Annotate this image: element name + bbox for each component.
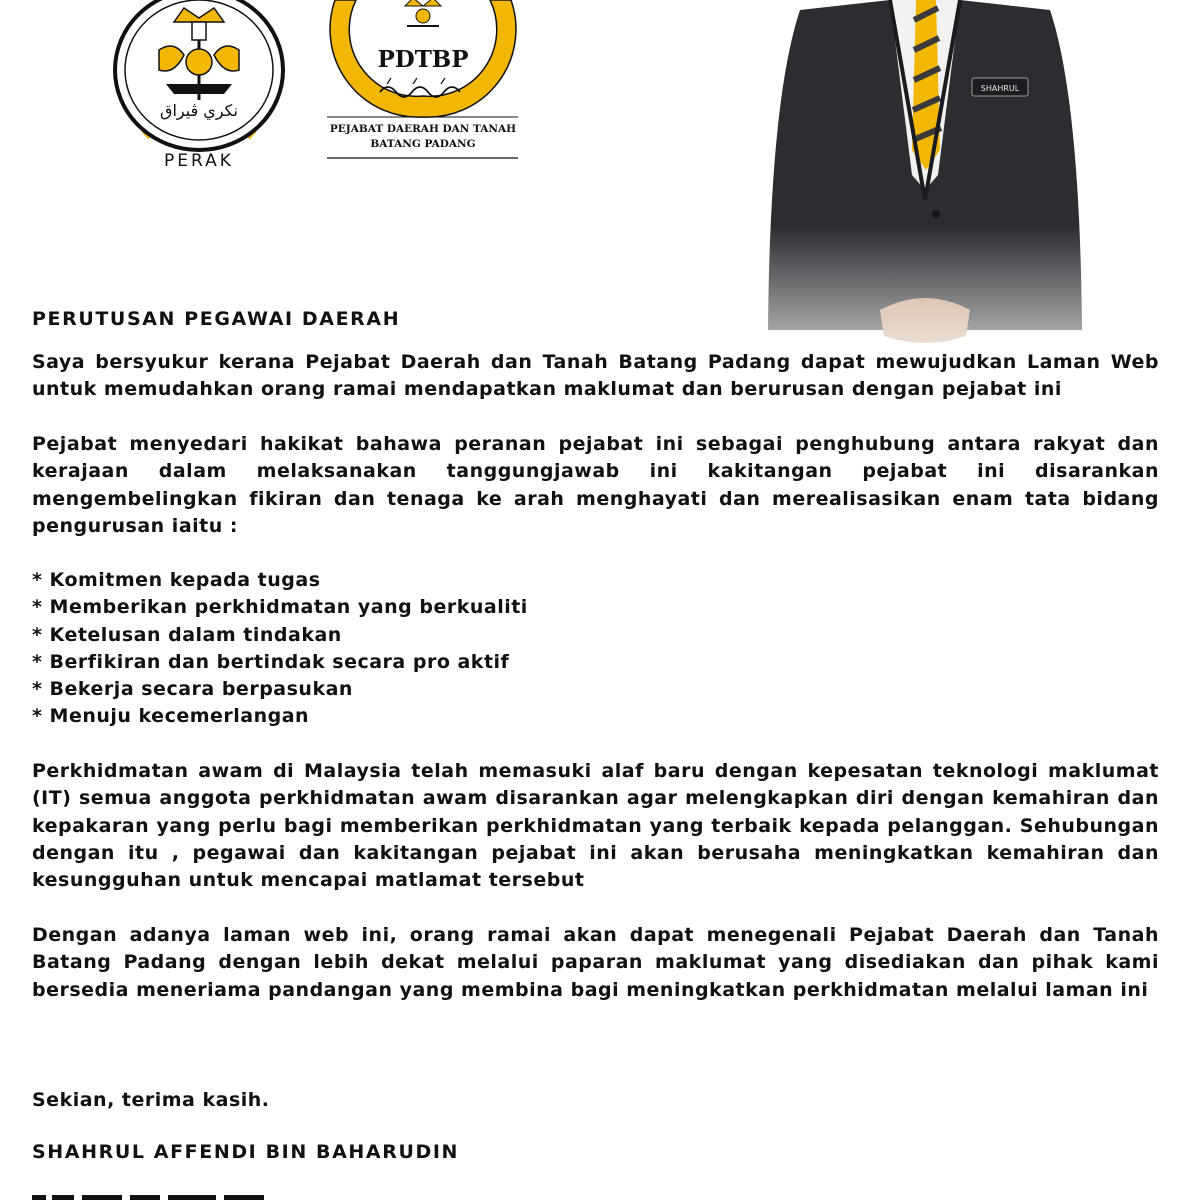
list-item: * Berfikiran dan bertindak secara pro aktif (32, 650, 510, 673)
closing-remark: Sekian, terima kasih. (32, 1089, 270, 1111)
paragraph-intro: Saya bersyukur kerana Pejabat Daerah dan Tanah Batang Padang dapat mewujudkan Laman Web untuk memudahkan orang ramai mendapatkan maklumat dan berurusan dengan pejabat ini (32, 351, 1159, 401)
page-title: PERUTUSAN PEGAWAI DAERAH (32, 308, 401, 330)
list-item: * Bekerja secara berpasukan (32, 678, 353, 701)
list-item: * Komitmen kepada tugas (32, 569, 321, 591)
paragraph-role: Pejabat menyedari hakikat bahawa peranan pejabat ini sebagai penghubung antara rakyat dan kerajaan dalam melaksanakan tanggungjawab ini kakitangan pejabat ini disarankan mengembelingkan fikiran dan tenaga ke arah menghayati dan merealisasikan enam tata bidang pengurusan iaitu : (32, 433, 1159, 537)
management-fields-list (32, 567, 528, 731)
perak-state-crest (104, 0, 294, 170)
pdtbp-office-name-line1: PEJABAT DAERAH DAN TANAH (329, 123, 517, 135)
list-item: * Ketelusan dalam tindakan (32, 623, 342, 646)
cropped-text-remnant (32, 1192, 282, 1200)
paragraph-it-era: Perkhidmatan awam di Malaysia telah memasuki alaf baru dengan kepesatan teknologi maklumat (IT) semua anggota perkhidmatan awam disarankan agar melengkapkan diri dengan kemahiran dan kepakaran yang perlu bagi memberikan perkhidmatan yang terbaik kepada pelanggan. Sehubungan dengan itu , pegawai dan kakitangan pejabat ini akan berusaha meningkatkan kemahiran dan kesungguhan untuk mencapai matlamat tersebut (32, 760, 1159, 892)
pdtbp-office-name-line2: BATANG PADANG (370, 138, 476, 150)
list-item: * Memberikan perkhidmatan yang berkualiti (32, 596, 528, 619)
pdtbp-abbreviation: PDTBP (377, 46, 469, 73)
crest-jawi-motto: نكري ڤيراق (160, 101, 238, 120)
crest-state-name: PERAK (164, 151, 234, 170)
list-item: * Menuju kecemerlangan (32, 705, 310, 728)
signatory-name: SHAHRUL AFFENDI BIN BAHARUDIN (32, 1141, 460, 1163)
pdtbp-office-logo (325, 0, 520, 162)
pdtbp-state-emblem (405, 0, 441, 26)
paragraph-website: Dengan adanya laman web ini, orang ramai akan dapat menegenali Pejabat Daerah dan Tanah Batang Padang dengan lebih dekat melalui paparan maklumat yang disediakan dan pihak kami bersedia meneriama pandangan yang membina bagi meningkatkan perkhidmatan melalui laman ini (32, 924, 1159, 1001)
